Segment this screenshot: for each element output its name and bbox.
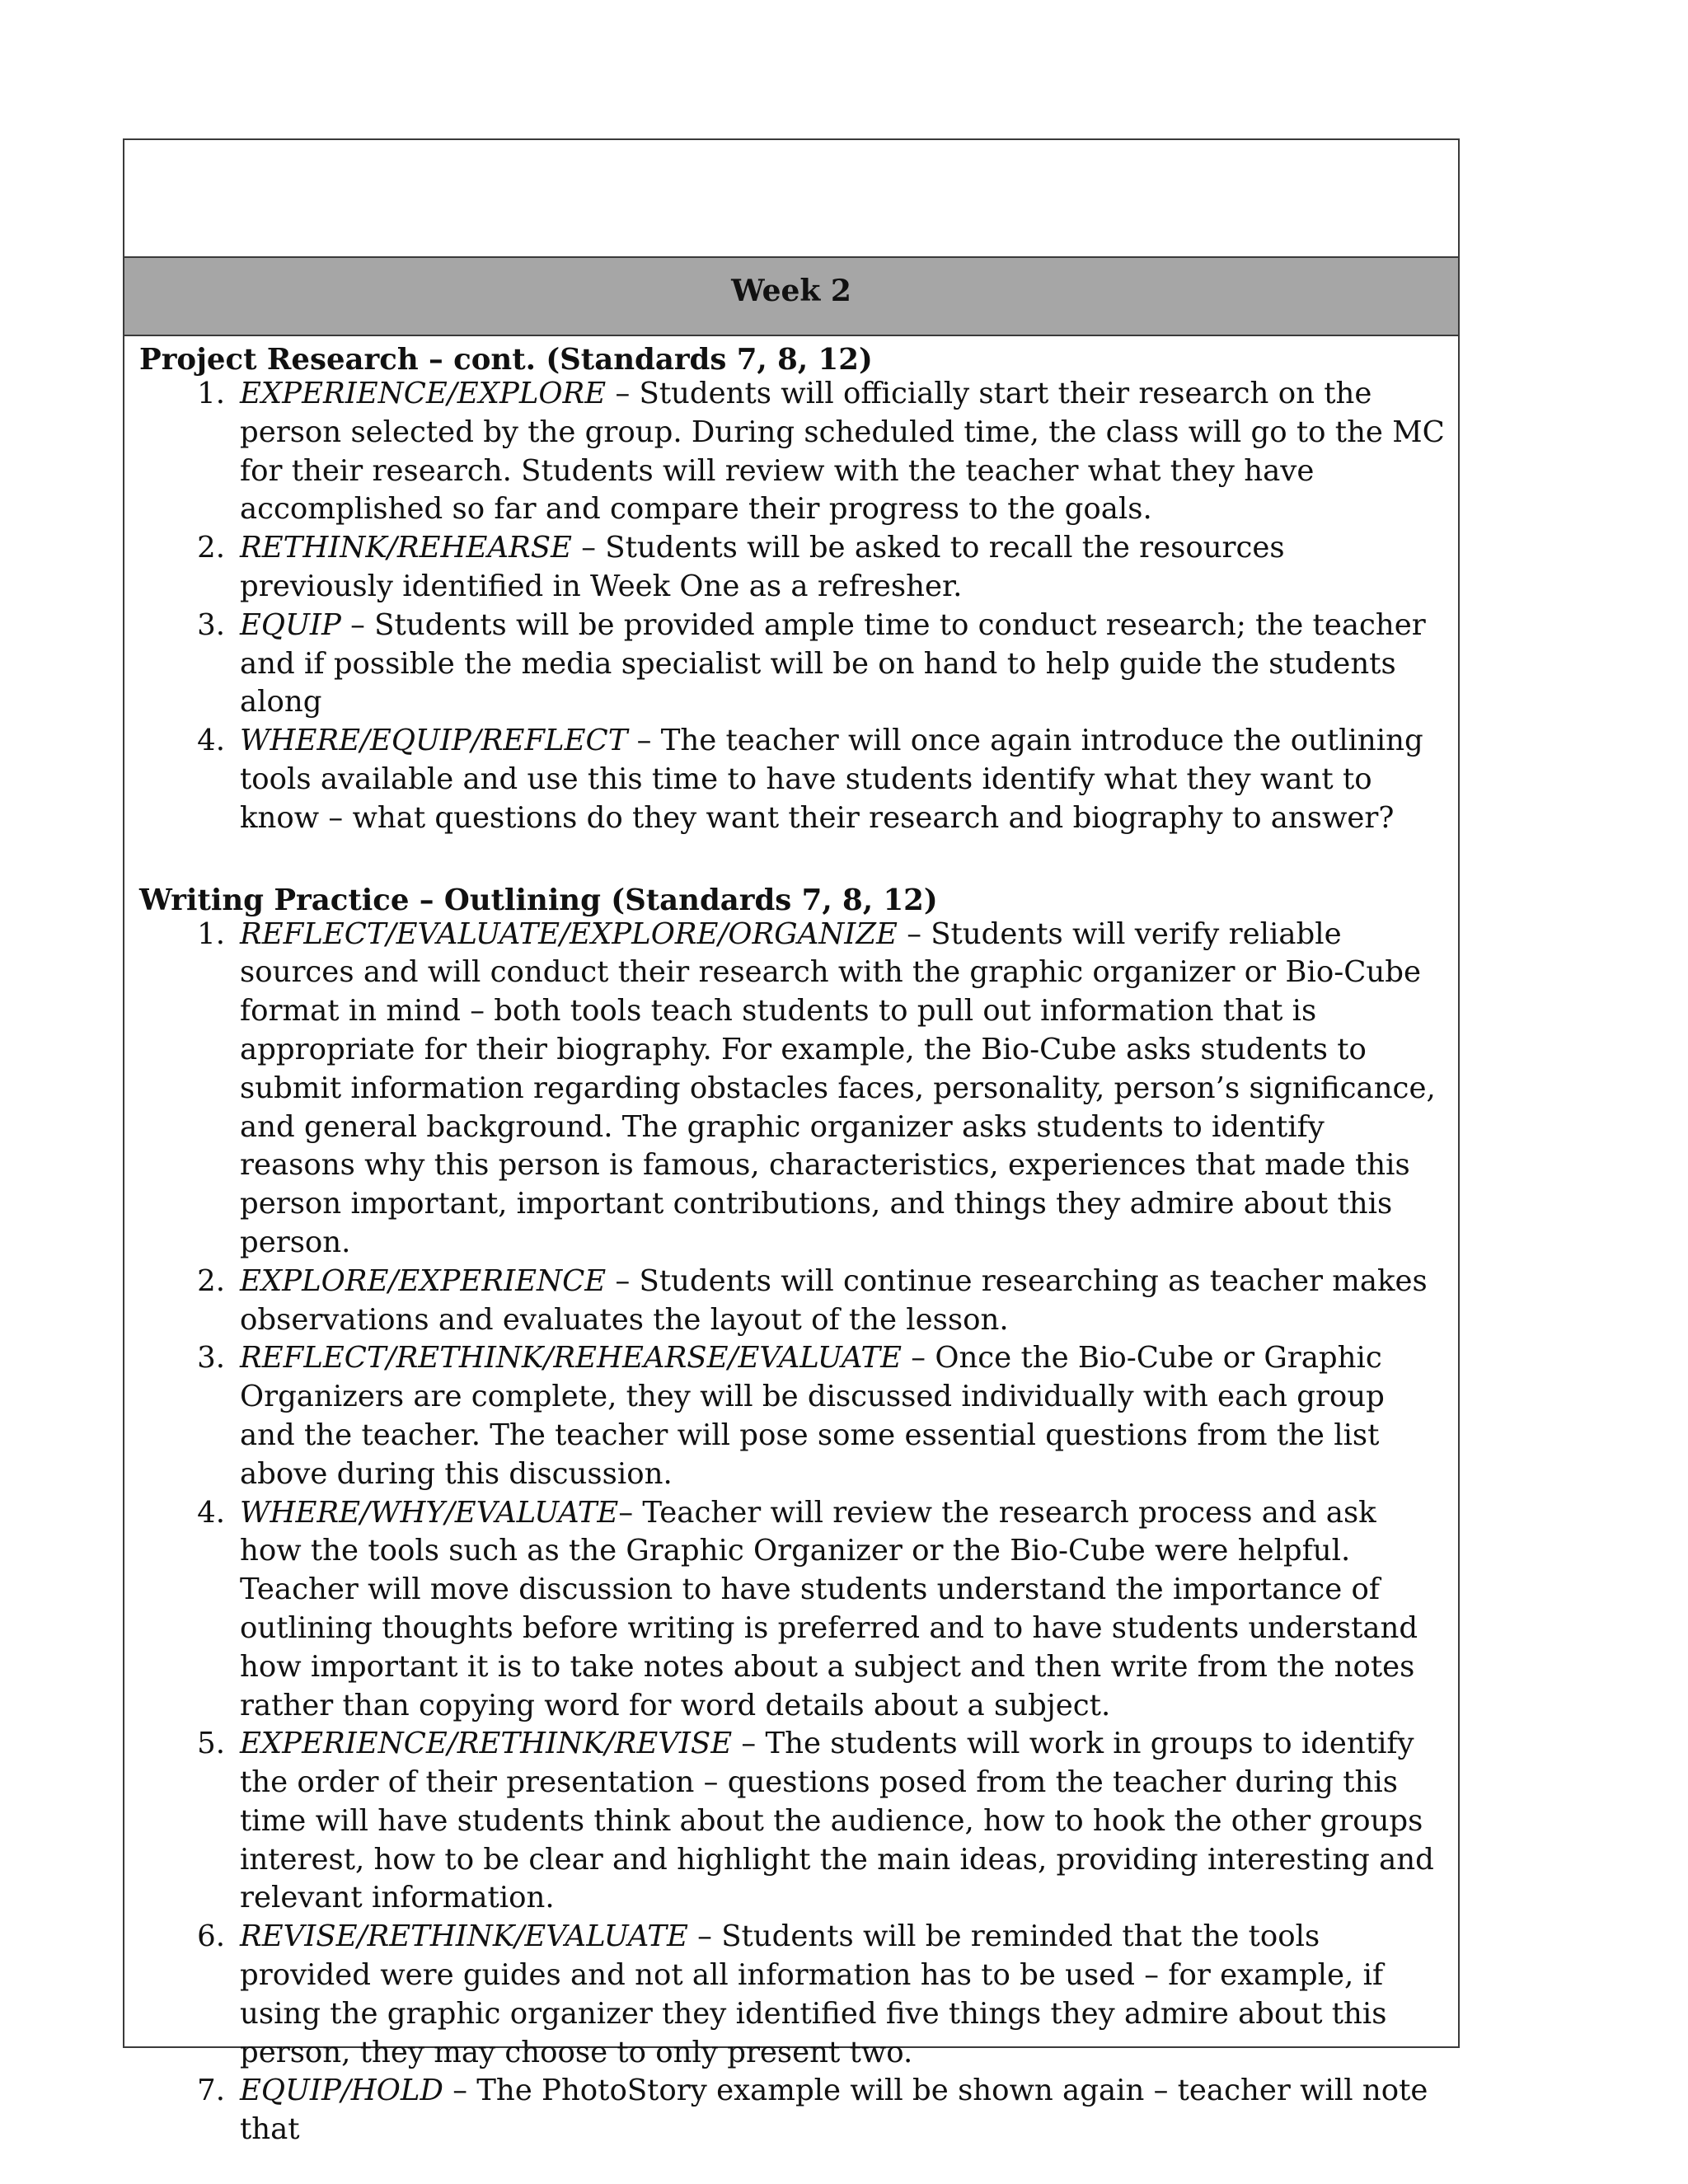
item-number: 4.	[197, 724, 225, 758]
item-number: 5.	[197, 1727, 225, 1761]
item-text: – Once the Bio-Cube or Graphic Organizers are complete, they will be discussed individually with each group and the teacher. The teacher will pose some essential questions from the list above during this discussion.	[240, 1341, 1385, 1491]
week-header-row	[124, 258, 1458, 336]
item-text: – Students will be reminded that the tools provided were guides and not all information has to be used – for example, if using the graphic organizer they identified five things they admire about this person, they may choose to only present two.	[240, 1919, 1387, 2069]
item-label: REFLECT/RETHINK/REHEARSE/EVALUATE	[240, 1341, 903, 1376]
item-number: 2.	[197, 1263, 225, 1298]
item-number: 7.	[197, 2074, 225, 2108]
section-spacer	[139, 838, 1445, 877]
list-item	[139, 1918, 1445, 2072]
item-label: EXPLORE/EXPERIENCE	[240, 1263, 607, 1298]
project-research-list	[139, 375, 1445, 838]
item-number: 2.	[197, 531, 225, 565]
list-item	[139, 2072, 1445, 2149]
writing-practice-list	[139, 916, 1445, 2150]
item-label: RETHINK/REHEARSE	[240, 531, 572, 565]
item-number: 4.	[197, 1495, 225, 1530]
list-item	[139, 1263, 1445, 1340]
item-label: EXPERIENCE/EXPLORE	[240, 377, 607, 410]
list-item	[139, 375, 1445, 529]
item-text: – The students will work in groups to identify the order of their presentation – questions posed from the teacher during this time will have students think about the audience, how to hook the other groups interest, how to be clear and highlight the main ideas, providing interesting and relevant information.	[240, 1727, 1434, 1915]
item-text: – The PhotoStory example will be shown again – teacher will note that	[240, 2074, 1428, 2147]
list-item	[139, 1725, 1445, 1918]
lesson-plan-table	[123, 138, 1460, 2147]
week-content	[139, 336, 1445, 2147]
list-item	[139, 722, 1445, 837]
item-label: EQUIP/HOLD	[240, 2074, 443, 2108]
item-text: – Students will verify reliable sources and will conduct their research with the graphic organizer or Bio-Cube format in mind – both tools teach students to pull out information that is appropriate for their biography. For example, the Bio-Cube asks students to submit information regarding obstacles faces, personality, person’s significance, and general background. The graphic organizer asks students to identify reasons why this person is famous, characteristics, experiences that made this person important, important contributions, and things they admire about this person.	[240, 916, 1436, 1259]
item-number: 1.	[197, 916, 225, 951]
blank-header-row	[124, 140, 1458, 258]
week-title: Week 2	[731, 274, 851, 308]
item-number: 1.	[197, 377, 225, 410]
item-label: REVISE/RETHINK/EVALUATE	[240, 1919, 688, 1954]
section-heading-writing-practice: Writing Practice – Outlining (Standards 7, 8, 12)	[139, 883, 938, 917]
item-text: – Students will officially start their research on the person selected by the group. During scheduled time, the class will go to the MC for their research. Students will review with the teacher what they have accomplished so far and compare their progress to the goals.	[240, 377, 1445, 527]
item-text: – Students will be asked to recall the resources previously identified in Week One as a refresher.	[240, 531, 1285, 603]
item-label: WHERE/WHY/EVALUATE	[240, 1495, 619, 1530]
list-item	[139, 1494, 1445, 1726]
list-item	[139, 607, 1445, 722]
item-label: EQUIP	[240, 607, 341, 642]
item-label: WHERE/EQUIP/REFLECT	[240, 724, 628, 758]
section-heading-project-research: Project Research – cont. (Standards 7, 8, 12)	[139, 343, 873, 377]
item-number: 3.	[197, 607, 225, 642]
list-item	[139, 916, 1445, 1263]
item-text: – Teacher will review the research process and ask how the tools such as the Graphic Organizer or the Bio-Cube were helpful. Teacher will move discussion to have students understand the importance of outlining thoughts before writing is preferred and to have students understand how important it is to take notes about a subject and then write from the notes rather than copying word for word details about a subject.	[240, 1495, 1418, 1722]
item-label: EXPERIENCE/RETHINK/REVISE	[240, 1727, 733, 1761]
item-text: – Students will be provided ample time to conduct research; the teacher and if possible the media specialist will be on hand to help guide the students along	[240, 607, 1426, 719]
list-item	[139, 529, 1445, 607]
item-text: – Students will continue researching as teacher makes observations and evaluates the layout of the lesson.	[240, 1263, 1428, 1337]
item-number: 3.	[197, 1341, 225, 1376]
item-label: REFLECT/EVALUATE/EXPLORE/ORGANIZE	[240, 916, 898, 951]
item-number: 6.	[197, 1919, 225, 1954]
item-text: – The teacher will once again introduce the outlining tools available and use this time to have students identify what they want to know – what questions do they want their research and biography to answer?	[240, 724, 1423, 835]
list-item	[139, 1339, 1445, 1493]
